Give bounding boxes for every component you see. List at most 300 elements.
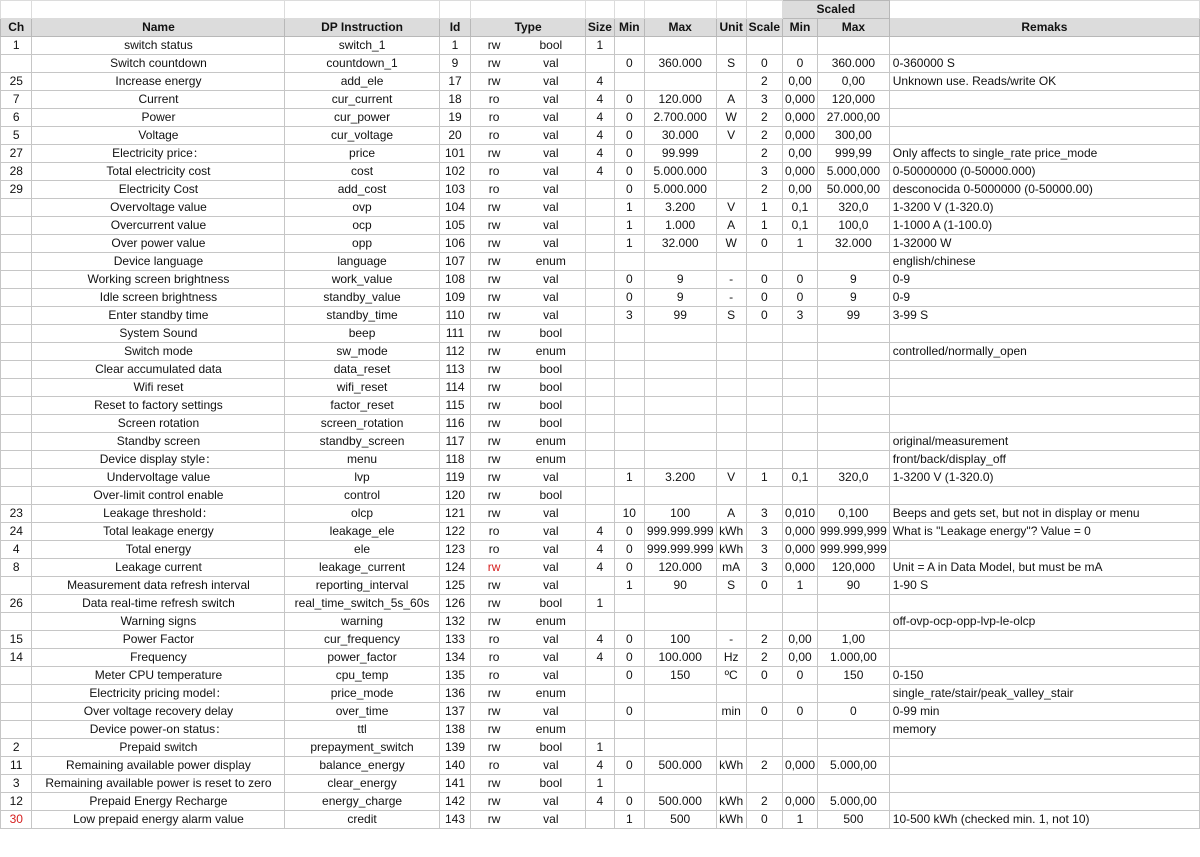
cell-dp-instruction: switch_1: [285, 37, 439, 55]
cell-scaled-min: [783, 397, 818, 415]
cell-access: rw: [487, 308, 501, 322]
table-row: [1, 739, 1200, 757]
cell-remarks: [889, 487, 1199, 505]
cell-type: [471, 145, 586, 163]
cell-scale: 3: [746, 523, 782, 541]
cell-max: 3.200: [644, 199, 716, 217]
cell-ch: 7: [1, 91, 32, 109]
cell-access: ro: [488, 128, 500, 142]
cell-unit: A: [716, 91, 746, 109]
table-row: [1, 325, 1200, 343]
cell-scaled-max: 120,000: [818, 91, 890, 109]
cell-unit: [716, 343, 746, 361]
cell-scaled-min: 0,000: [783, 109, 818, 127]
cell-max: 999.999.999: [644, 523, 716, 541]
cell-datatype: bool: [539, 776, 563, 790]
cell-ch: [1, 487, 32, 505]
cell-name: Increase energy: [32, 73, 285, 91]
cell-scaled-max: 500: [818, 811, 890, 829]
cell-remarks: Only affects to single_rate price_mode: [889, 145, 1199, 163]
cell-ch: [1, 55, 32, 73]
table-row: [1, 505, 1200, 523]
cell-max: 9: [644, 271, 716, 289]
cell-unit: Hz: [716, 649, 746, 667]
cell-access: rw: [487, 254, 501, 268]
cell-name: Total electricity cost: [32, 163, 285, 181]
table-row: [1, 235, 1200, 253]
cell-remarks: controlled/normally_open: [889, 343, 1199, 361]
cell-size: 4: [585, 163, 614, 181]
cell-scale: [746, 325, 782, 343]
cell-name: Standby screen: [32, 433, 285, 451]
cell-type: [471, 127, 586, 145]
cell-scaled-max: 27.000,00: [818, 109, 890, 127]
cell-scale: 0: [746, 811, 782, 829]
cell-max: 3.200: [644, 469, 716, 487]
cell-dp-instruction: cpu_temp: [285, 667, 439, 685]
cell-scale: [746, 415, 782, 433]
cell-datatype: val: [543, 794, 559, 808]
header-type: Type: [471, 19, 586, 37]
cell-scale: [746, 775, 782, 793]
cell-size: [585, 307, 614, 325]
cell-unit: [716, 595, 746, 613]
table-row: [1, 667, 1200, 685]
cell-id: 134: [439, 649, 471, 667]
cell-size: [585, 325, 614, 343]
cell-remarks: 0-360000 S: [889, 55, 1199, 73]
cell-access: rw: [487, 218, 501, 232]
table-row: [1, 631, 1200, 649]
cell-access: rw: [487, 452, 501, 466]
cell-scaled-min: 0,00: [783, 181, 818, 199]
cell-scaled-max: [818, 451, 890, 469]
cell-remarks: [889, 397, 1199, 415]
cell-type: [471, 163, 586, 181]
cell-size: [585, 703, 614, 721]
table-row: [1, 343, 1200, 361]
cell-remarks: [889, 127, 1199, 145]
cell-scale: [746, 721, 782, 739]
cell-size: 4: [585, 109, 614, 127]
cell-ch: 12: [1, 793, 32, 811]
cell-scaled-max: [818, 613, 890, 631]
cell-datatype: bool: [539, 38, 563, 52]
cell-remarks: 0-50000000 (0-50000.000): [889, 163, 1199, 181]
cell-remarks: What is "Leakage energy"? Value = 0: [889, 523, 1199, 541]
cell-remarks: 10-500 kWh (checked min. 1, not 10): [889, 811, 1199, 829]
cell-ch: [1, 415, 32, 433]
cell-remarks: 1-1000 A (1-100.0): [889, 217, 1199, 235]
cell-remarks: front/back/display_off: [889, 451, 1199, 469]
cell-type: [471, 451, 586, 469]
cell-min: 0: [614, 163, 644, 181]
cell-unit: -: [716, 631, 746, 649]
cell-access: rw: [487, 578, 501, 592]
table-row: [1, 523, 1200, 541]
table-row: [1, 559, 1200, 577]
cell-ch: 5: [1, 127, 32, 145]
cell-min: [614, 37, 644, 55]
cell-scaled-min: 0,00: [783, 145, 818, 163]
cell-scaled-max: [818, 361, 890, 379]
cell-scaled-max: 50.000,00: [818, 181, 890, 199]
cell-access: rw: [487, 236, 501, 250]
cell-ch: 27: [1, 145, 32, 163]
cell-size: 4: [585, 523, 614, 541]
cell-scaled-min: 3: [783, 307, 818, 325]
cell-remarks: [889, 109, 1199, 127]
cell-unit: A: [716, 217, 746, 235]
cell-ch: 14: [1, 649, 32, 667]
table-row: [1, 73, 1200, 91]
cell-id: 126: [439, 595, 471, 613]
cell-ch: 30: [1, 811, 32, 829]
cell-scaled-max: 5.000,00: [818, 793, 890, 811]
table-row: [1, 649, 1200, 667]
cell-dp-instruction: leakage_ele: [285, 523, 439, 541]
cell-scaled-max: 999,99: [818, 145, 890, 163]
cell-min: [614, 253, 644, 271]
cell-size: [585, 343, 614, 361]
cell-access: ro: [488, 542, 500, 556]
cell-type: [471, 811, 586, 829]
cell-scaled-min: [783, 595, 818, 613]
header-scaled-max: Max: [818, 19, 890, 37]
cell-remarks: [889, 379, 1199, 397]
cell-type: [471, 631, 586, 649]
cell-access: ro: [488, 632, 500, 646]
table-row: [1, 253, 1200, 271]
cell-scale: 2: [746, 181, 782, 199]
cell-name: Warning signs: [32, 613, 285, 631]
cell-scaled-max: 360.000: [818, 55, 890, 73]
cell-datatype: val: [543, 74, 559, 88]
cell-min: [614, 415, 644, 433]
cell-ch: 6: [1, 109, 32, 127]
cell-unit: -: [716, 271, 746, 289]
cell-scaled-min: 0,1: [783, 217, 818, 235]
cell-datatype: val: [543, 164, 559, 178]
cell-dp-instruction: reporting_interval: [285, 577, 439, 595]
cell-size: 1: [585, 775, 614, 793]
cell-datatype: val: [543, 542, 559, 556]
cell-type: [471, 289, 586, 307]
cell-id: 122: [439, 523, 471, 541]
cell-scaled-min: [783, 775, 818, 793]
cell-id: 102: [439, 163, 471, 181]
cell-scaled-min: [783, 613, 818, 631]
cell-type: [471, 775, 586, 793]
cell-scaled-min: 1: [783, 811, 818, 829]
cell-name: Overvoltage value: [32, 199, 285, 217]
cell-name: Over-limit control enable: [32, 487, 285, 505]
cell-datatype: enum: [535, 686, 566, 700]
cell-name: Leakage threshold：: [32, 505, 285, 523]
cell-access: rw: [487, 56, 501, 70]
cell-dp-instruction: power_factor: [285, 649, 439, 667]
cell-ch: [1, 703, 32, 721]
cell-id: 135: [439, 667, 471, 685]
cell-remarks: 0-99 min: [889, 703, 1199, 721]
cell-access: ro: [488, 758, 500, 772]
cell-dp-instruction: price: [285, 145, 439, 163]
cell-scaled-max: 120,000: [818, 559, 890, 577]
cell-scaled-min: 0,010: [783, 505, 818, 523]
cell-min: [614, 325, 644, 343]
cell-scaled-max: 999.999,999: [818, 541, 890, 559]
cell-id: 141: [439, 775, 471, 793]
cell-remarks: memory: [889, 721, 1199, 739]
cell-unit: [716, 163, 746, 181]
cell-access: ro: [488, 668, 500, 682]
cell-max: 500.000: [644, 757, 716, 775]
cell-name: Meter CPU temperature: [32, 667, 285, 685]
cell-datatype: val: [543, 470, 559, 484]
cell-access: rw: [487, 74, 501, 88]
cell-dp-instruction: control: [285, 487, 439, 505]
cell-scale: 0: [746, 703, 782, 721]
cell-scaled-min: 0,1: [783, 199, 818, 217]
cell-type: [471, 235, 586, 253]
cell-min: 10: [614, 505, 644, 523]
cell-max: 100: [644, 505, 716, 523]
cell-datatype: val: [543, 560, 559, 574]
table-row: [1, 595, 1200, 613]
cell-min: 0: [614, 631, 644, 649]
cell-access: rw: [487, 200, 501, 214]
cell-name: Data real-time refresh switch: [32, 595, 285, 613]
cell-size: 4: [585, 649, 614, 667]
cell-dp-instruction: screen_rotation: [285, 415, 439, 433]
cell-dp-instruction: lvp: [285, 469, 439, 487]
cell-scale: 3: [746, 505, 782, 523]
cell-max: [644, 595, 716, 613]
cell-min: 0: [614, 649, 644, 667]
cell-datatype: val: [543, 812, 559, 826]
cell-scale: [746, 343, 782, 361]
cell-dp-instruction: opp: [285, 235, 439, 253]
cell-ch: 1: [1, 37, 32, 55]
cell-size: 4: [585, 541, 614, 559]
cell-dp-instruction: cur_power: [285, 109, 439, 127]
table-row: [1, 271, 1200, 289]
table-row: [1, 793, 1200, 811]
cell-id: 123: [439, 541, 471, 559]
cell-scaled-max: [818, 739, 890, 757]
cell-unit: [716, 145, 746, 163]
cell-size: [585, 667, 614, 685]
cell-max: [644, 379, 716, 397]
cell-datatype: val: [543, 182, 559, 196]
cell-scale: [746, 433, 782, 451]
cell-type: [471, 271, 586, 289]
cell-size: [585, 199, 614, 217]
cell-scale: 3: [746, 559, 782, 577]
cell-access: rw: [487, 470, 501, 484]
cell-scale: 3: [746, 91, 782, 109]
cell-scale: [746, 595, 782, 613]
cell-type: [471, 739, 586, 757]
cell-ch: [1, 217, 32, 235]
cell-min: [614, 775, 644, 793]
table-row: [1, 361, 1200, 379]
cell-max: [644, 451, 716, 469]
cell-name: Overcurrent value: [32, 217, 285, 235]
cell-ch: [1, 667, 32, 685]
cell-unit: [716, 361, 746, 379]
cell-type: [471, 379, 586, 397]
cell-max: [644, 775, 716, 793]
cell-scale: 0: [746, 667, 782, 685]
cell-access: ro: [488, 110, 500, 124]
cell-scaled-min: [783, 325, 818, 343]
cell-dp-instruction: olcp: [285, 505, 439, 523]
cell-ch: [1, 325, 32, 343]
cell-id: 17: [439, 73, 471, 91]
cell-scaled-max: 99: [818, 307, 890, 325]
cell-id: 133: [439, 631, 471, 649]
cell-unit: [716, 721, 746, 739]
cell-max: 360.000: [644, 55, 716, 73]
cell-unit: [716, 487, 746, 505]
cell-ch: 3: [1, 775, 32, 793]
cell-max: 1.000: [644, 217, 716, 235]
cell-id: 109: [439, 289, 471, 307]
cell-name: Frequency: [32, 649, 285, 667]
cell-type: [471, 55, 586, 73]
cell-datatype: val: [543, 668, 559, 682]
cell-max: 2.700.000: [644, 109, 716, 127]
cell-min: 0: [614, 145, 644, 163]
cell-scale: 2: [746, 127, 782, 145]
cell-id: 115: [439, 397, 471, 415]
cell-scaled-min: 0,00: [783, 631, 818, 649]
cell-min: 1: [614, 811, 644, 829]
cell-ch: [1, 433, 32, 451]
cell-id: 139: [439, 739, 471, 757]
cell-datatype: val: [543, 506, 559, 520]
cell-name: Switch countdown: [32, 55, 285, 73]
cell-min: 0: [614, 271, 644, 289]
cell-remarks: 0-9: [889, 271, 1199, 289]
cell-dp-instruction: wifi_reset: [285, 379, 439, 397]
cell-dp-instruction: standby_value: [285, 289, 439, 307]
cell-name: Remaining available power display: [32, 757, 285, 775]
cell-type: [471, 685, 586, 703]
cell-id: 120: [439, 487, 471, 505]
cell-dp-instruction: add_ele: [285, 73, 439, 91]
cell-unit: ºC: [716, 667, 746, 685]
cell-name: Device language: [32, 253, 285, 271]
group-header-row: [1, 1, 1200, 19]
header-remarks: Remaks: [889, 19, 1199, 37]
cell-name: switch status: [32, 37, 285, 55]
cell-min: 0: [614, 91, 644, 109]
cell-unit: [716, 433, 746, 451]
cell-ch: [1, 307, 32, 325]
cell-unit: S: [716, 307, 746, 325]
cell-scale: [746, 739, 782, 757]
cell-access: rw: [487, 398, 501, 412]
cell-min: [614, 739, 644, 757]
cell-type: [471, 649, 586, 667]
cell-size: 4: [585, 145, 614, 163]
cell-remarks: single_rate/stair/peak_valley_stair: [889, 685, 1199, 703]
cell-id: 107: [439, 253, 471, 271]
cell-name: Electricity price：: [32, 145, 285, 163]
cell-type: [471, 361, 586, 379]
table-row: [1, 775, 1200, 793]
cell-access: rw: [487, 344, 501, 358]
cell-name: Voltage: [32, 127, 285, 145]
table-row: [1, 289, 1200, 307]
cell-scaled-min: [783, 721, 818, 739]
cell-min: 0: [614, 127, 644, 145]
cell-access: rw: [487, 596, 501, 610]
cell-min: 0: [614, 541, 644, 559]
cell-scaled-max: 5.000,00: [818, 757, 890, 775]
cell-datatype: bool: [539, 380, 563, 394]
cell-max: [644, 415, 716, 433]
cell-min: 0: [614, 55, 644, 73]
cell-type: [471, 433, 586, 451]
cell-min: [614, 361, 644, 379]
cell-scale: [746, 37, 782, 55]
cell-scaled-max: [818, 685, 890, 703]
cell-datatype: bool: [539, 326, 563, 340]
cell-datatype: val: [543, 146, 559, 160]
cell-dp-instruction: energy_charge: [285, 793, 439, 811]
cell-name: Device power-on status：: [32, 721, 285, 739]
cell-ch: [1, 271, 32, 289]
cell-scaled-min: [783, 685, 818, 703]
cell-unit: kWh: [716, 541, 746, 559]
cell-id: 114: [439, 379, 471, 397]
cell-scaled-min: 0,000: [783, 127, 818, 145]
cell-type: [471, 667, 586, 685]
cell-scaled-min: 1: [783, 577, 818, 595]
cell-scaled-max: [818, 595, 890, 613]
table-row: [1, 181, 1200, 199]
cell-id: 143: [439, 811, 471, 829]
cell-access: rw: [487, 146, 501, 160]
cell-scale: [746, 397, 782, 415]
cell-datatype: val: [543, 650, 559, 664]
cell-min: 0: [614, 793, 644, 811]
cell-min: [614, 343, 644, 361]
cell-scaled-max: [818, 253, 890, 271]
cell-size: [585, 433, 614, 451]
cell-unit: [716, 415, 746, 433]
cell-scale: 2: [746, 109, 782, 127]
cell-scaled-max: [818, 397, 890, 415]
cell-unit: min: [716, 703, 746, 721]
cell-max: 500.000: [644, 793, 716, 811]
cell-type: [471, 199, 586, 217]
cell-max: 90: [644, 577, 716, 595]
cell-dp-instruction: data_reset: [285, 361, 439, 379]
cell-ch: [1, 289, 32, 307]
cell-datatype: enum: [535, 434, 566, 448]
cell-scale: 2: [746, 757, 782, 775]
cell-scale: [746, 487, 782, 505]
cell-name: Working screen brightness: [32, 271, 285, 289]
cell-id: 103: [439, 181, 471, 199]
cell-id: 106: [439, 235, 471, 253]
cell-min: 0: [614, 181, 644, 199]
cell-remarks: 0-150: [889, 667, 1199, 685]
